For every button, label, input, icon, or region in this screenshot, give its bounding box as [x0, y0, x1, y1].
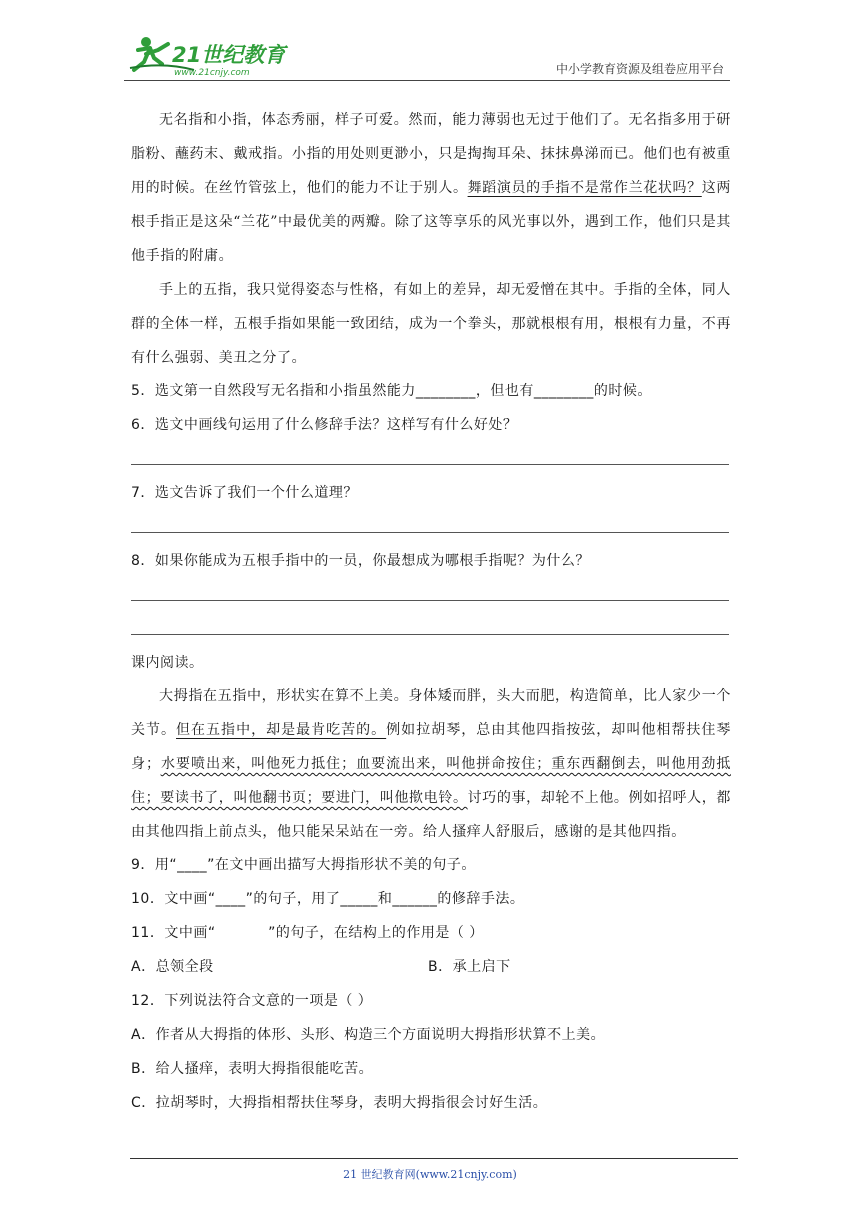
- header-divider: [124, 80, 730, 81]
- section-heading: 课内阅读。: [131, 655, 204, 671]
- question-5: 5．选文第一自然段写无名指和小指虽然能力________，但也有________的时候。: [131, 383, 652, 399]
- passage2-paragraph: 大拇指在五指中，形状实在算不上美。身体矮而胖，头大而肥，构造简单，比人家少一个关节。但在五指中，却是最肯吃苦的。例如拉胡琴，总由其他四指按弦，却叫他相帮扶住琴身；水要喷出来，叫他死力抵住；血要流出来，叫他拼命按住；重东西翻倒去，叫他用劲抵住；要读书了，叫他翻书页；要进门，叫他揿电铃。讨巧的事，却轮不上他。例如招呼人，都由其他四指上前点头，他只能呆呆站在一旁。给人搔痒人舒服后，感谢的是其他四指。: [131, 688, 731, 840]
- question-10: 10．文中画“____”的句子，用了_____和______的修辞手法。: [131, 891, 525, 907]
- footer-divider: [130, 1158, 738, 1159]
- footer-text[interactable]: 21 世纪教育网(www.21cnjy.com): [343, 1168, 517, 1181]
- answer-line-q8-2[interactable]: [131, 634, 729, 635]
- answer-line-q6[interactable]: [131, 464, 729, 465]
- q12-option-b[interactable]: B．给人搔痒，表明大拇指很能吃苦。: [131, 1061, 374, 1077]
- straight-underlined-sentence: 但在五指中，却是最肯吃苦的。: [176, 722, 387, 738]
- q11-option-b[interactable]: B．承上启下: [428, 959, 511, 975]
- runner-logo-icon: [124, 34, 294, 78]
- answer-line-q7[interactable]: [131, 532, 729, 533]
- question-9: 9．用“____”在文中画出描写大拇指形状不美的句子。: [131, 857, 476, 873]
- wavy-mark: [216, 925, 269, 941]
- answer-line-q8-1[interactable]: [131, 600, 729, 601]
- underlined-sentence: 舞蹈演员的手指不是常作兰花状吗？: [467, 180, 702, 196]
- question-8: 8．如果你能成为五根手指中的一员，你最想成为哪根手指呢？为什么？: [131, 553, 590, 569]
- passage1-paragraph2: 手上的五指，我只觉得姿态与性格，有如上的差异，却无爱憎在其中。手指的全体，同人群的全体一样，五根手指如果能一致团结，成为一个拳头，那就根根有用，根根有力量，不再有什么强弱、美丑之分了。: [131, 282, 731, 366]
- q12-option-a[interactable]: A．作者从大拇指的体形、头形、构造三个方面说明大拇指形状算不上美。: [131, 1027, 606, 1043]
- question-11: 11．文中画“ ”的句子，在结构上的作用是（ ）: [131, 925, 484, 941]
- question-12: 12．下列说法符合文意的一项是（ ）: [131, 993, 373, 1009]
- question-7: 7．选文告诉了我们一个什么道理？: [131, 485, 358, 501]
- wavy-underlined-sentence: 水要喷出来，叫他死力抵住；血要流出来，叫他拼命按住；重东西翻倒去，叫他用劲抵住；要读书了，叫他翻书页；要进门，叫他揿电铃。: [131, 756, 731, 806]
- passage1-paragraph1: 无名指和小指，体态秀丽，样子可爱。然而，能力薄弱也无过于他们了。无名指多用于研脂粉、蘸药末、戴戒指。小指的用处则更渺小，只是掏掏耳朵、抹抹鼻涕而已。他们也有被重用的时候。在丝竹管弦上，他们的能力不让于别人。舞蹈演员的手指不是常作兰花状吗？这两根手指正是这朵“兰花”中最优美的两瓣。除了这等享乐的风光事以外，遇到工作，他们只是其他手指的附庸。: [131, 112, 731, 264]
- site-logo: [124, 34, 294, 78]
- platform-name: 中小学教育资源及组卷应用平台: [555, 62, 724, 76]
- question-6: 6．选文中画线句运用了什么修辞手法？这样写有什么好处？: [131, 417, 518, 433]
- q11-option-a[interactable]: A．总领全段: [131, 959, 214, 975]
- q12-option-c[interactable]: C．拉胡琴时，大拇指相帮扶住琴身，表明大拇指很会讨好生活。: [131, 1095, 548, 1111]
- logo-text: 21世纪教育: [172, 43, 286, 67]
- logo-url: www.21cnjy.com: [174, 68, 250, 78]
